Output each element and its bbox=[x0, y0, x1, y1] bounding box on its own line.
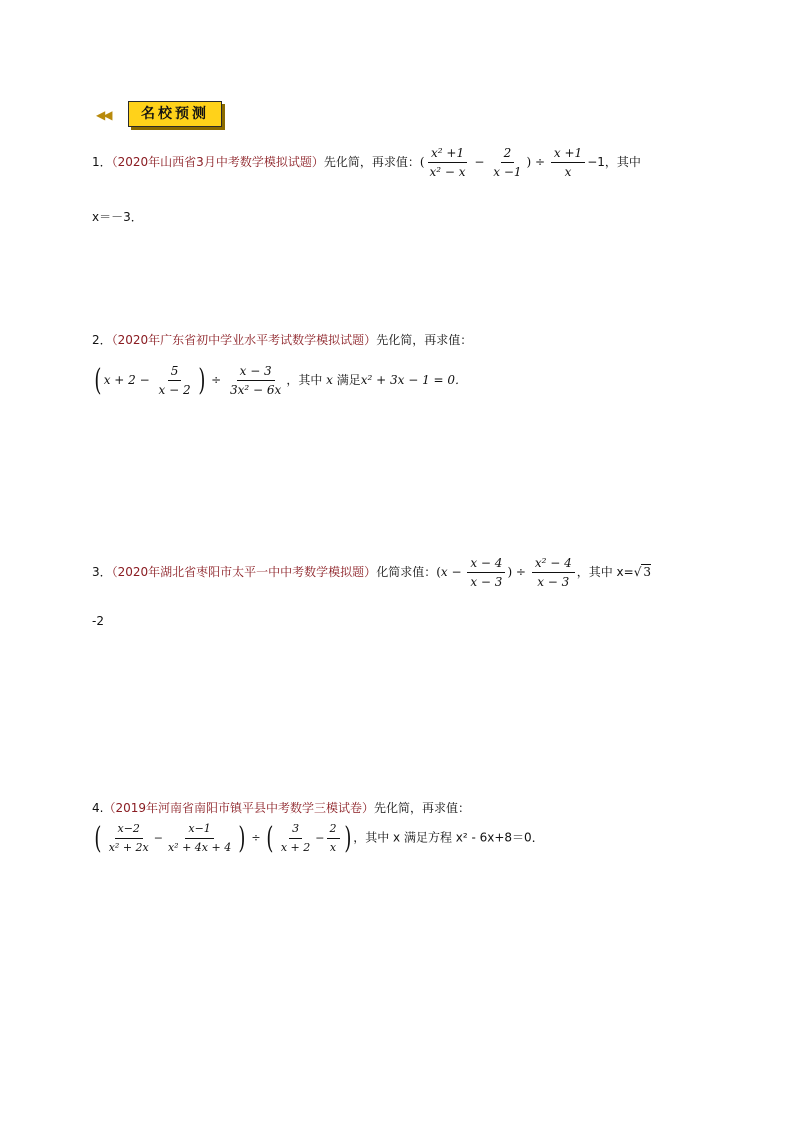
question-instruction: 化简求值： bbox=[376, 565, 437, 579]
sqrt-value: 3 bbox=[643, 565, 651, 579]
fraction: $\frac{x-2}{\text{x² + 2x}}$ bbox=[108, 822, 149, 854]
question-number: 3． bbox=[92, 565, 112, 579]
fraction: $\frac{x - 3}{\text{3x² − 6x}}$ bbox=[230, 364, 282, 397]
question-2-expression: ( x + 2 − $\frac{5}{x - 2}$ ) ÷ $\frac{x - 3}{\text{3x² − 6x}}$ ，其中 x 满足x² + 3x − 1 = 0． bbox=[94, 362, 468, 398]
question-2 bbox=[92, 331, 472, 348]
question-1: 1．（2020年山西省3月中考数学模拟试题）先化简，再求值：( $\frac{\text{x² +1}}{\text{x² − x}}$ − $\frac{2}{x -1}$ ) ÷ $\frac{x +1}{x}$ −1，其中 bbox=[92, 146, 641, 179]
section-title: 名校预测 bbox=[128, 101, 222, 127]
fraction: $\frac{3}{x + 2}$ bbox=[280, 822, 311, 854]
question-number: 1． bbox=[92, 155, 112, 169]
question-source: （2019年河南省南阳市镇平县中考数学三模试卷） bbox=[103, 801, 374, 815]
question-4 bbox=[92, 799, 470, 816]
fraction: $\frac{\text{x² +1}}{\text{x² − x}}$ bbox=[429, 146, 466, 179]
question-instruction: 先化简，再求值： bbox=[374, 801, 471, 815]
fraction: $\frac{x-1}{\text{x² + 4x + 4}}$ bbox=[167, 822, 232, 854]
fraction: $\frac{\text{x² − 4}}{x - 3}$ bbox=[532, 556, 575, 589]
question-3-line2: -2 bbox=[92, 614, 104, 628]
fraction: $\frac{2}{x -1}$ bbox=[493, 146, 522, 179]
question-tail: −1，其中 bbox=[587, 155, 641, 169]
question-source: （2020年湖北省枣阳市太平一中中考数学模拟题） bbox=[111, 565, 377, 579]
fraction: $\frac{x - 4}{x - 3}$ bbox=[467, 556, 505, 589]
question-number: 2． bbox=[92, 333, 112, 347]
double-arrow-icon: ◀◀ bbox=[96, 108, 111, 122]
question-instruction: 先化简，再求值： bbox=[376, 333, 473, 347]
question-3: 3．（2020年湖北省枣阳市太平一中中考数学模拟题）化简求值：(x − $\frac{x - 4}{x - 3}$ ) ÷ $\frac{\text{x² − 4}}{x - 3}$ ，其中 x=√ 3 bbox=[92, 556, 651, 589]
fraction: $\frac{x +1}{x}$ bbox=[551, 146, 585, 179]
question-4-expression: ( $\frac{x-2}{\text{x² + 2x}}$ − $\frac{x-1}{\text{x² + 4x + 4}}$ ) ÷ ( $\frac{3}{x + 2}$ − $\frac{2}{x}$ ) ，其中 x 满足方程 x² - 6x+8＝0． bbox=[94, 820, 544, 856]
question-source: （2020年广东省初中学业水平考试数学模拟试题） bbox=[111, 333, 377, 347]
question-source: （2020年山西省3月中考数学模拟试题） bbox=[111, 155, 324, 169]
question-1-line2: x＝－3． bbox=[92, 210, 143, 224]
fraction: $\frac{2}{x}$ bbox=[327, 822, 340, 855]
fraction: $\frac{5}{x - 2}$ bbox=[158, 364, 191, 397]
question-number: 4. bbox=[92, 801, 104, 815]
question-instruction: 先化简，再求值： bbox=[323, 155, 420, 169]
